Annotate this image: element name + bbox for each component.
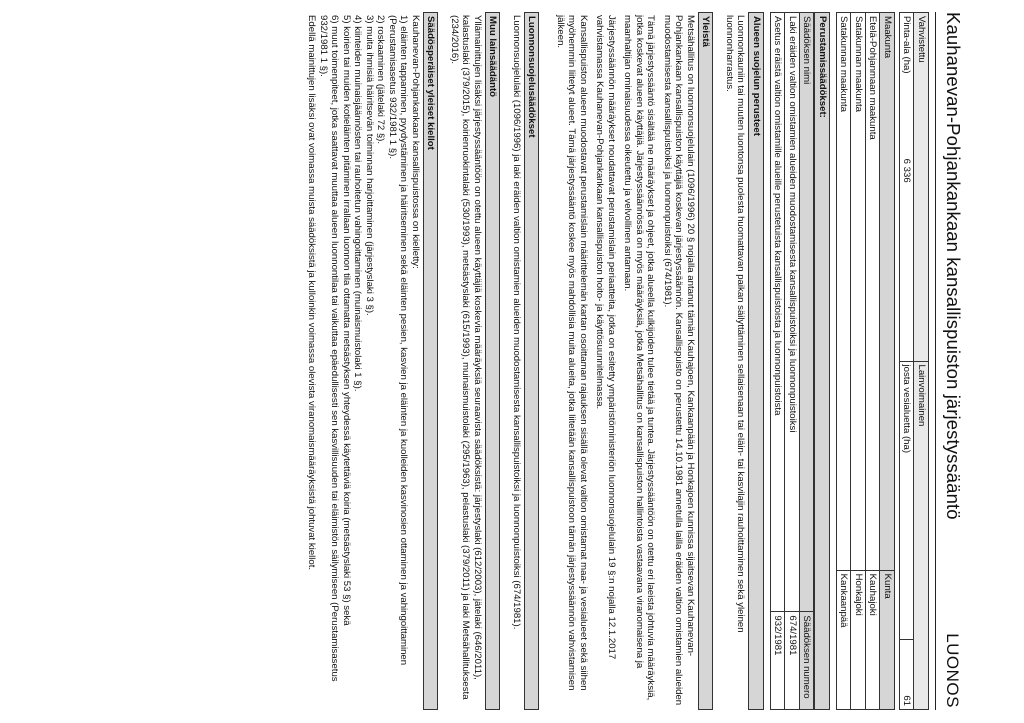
suojelu-section [720, 12, 765, 710]
saados-name-cell: Asetus eräistä valtion omistamille alueille perustetuista kansallispuistoista ja luonnonpuistoista [771, 13, 786, 612]
lainvoimainen-label: Lainvoimainen [914, 361, 929, 710]
title-row [935, 12, 964, 710]
list-item: 3) muita ihmisiä häiritsevän toiminnan harjoittaminen (järjestyslaki 3 §). [364, 15, 375, 316]
document-title: Kauhanevan-Pohjankankaan kansallispuiston järjestyssääntö [943, 12, 964, 520]
maakunta-cell: Satakunnan maakunta [851, 13, 866, 571]
pinta-ala-label: Pinta-ala (ha) [901, 16, 913, 74]
maakunta-cell: Satakunnan maakunta [837, 13, 852, 571]
saadoksen-numero-header: Säädöksen numero [800, 612, 815, 710]
list-item: 5) koirien tai muiden kotieläinten pitäminen irrallaan luonnon tila ottamatta metsästyksen yhteydessä käytettäviä koiria (metsästyslaki 53 §) sekä [341, 15, 352, 626]
list-item: Edellä mainittujen lisäksi ovat voimassa muista säädöksistä ja kulloinkin voimassa olevista viranomaismääräyksistä johtuvat kiellot. [306, 15, 318, 571]
yleista-paragraph: Kansallispuiston alueen muodostavat perustamislain määrittelemän kartan osoittaman rajauksen sisällä olevat valtion omistamat maa- ja vesialueet sekä siihen myöhemmin liitetyt alueet. Tämä järjestyssääntö koskee myös mahdollisia muita alueita, jotka liitetään kansallispuistoon tämän järjestyssäännön vahvistamisen jälkeen. [555, 15, 589, 691]
maakunta-header: Maakunta [880, 13, 895, 571]
pinta-ala-value: 6 336 [901, 158, 913, 183]
yleista-heading: Yleistä [698, 12, 714, 710]
yleista-paragraph: Metsähallitus on luonnonsuojelulain (1096/1996) 20 § nojalla antanut tämän Kauhajoen, Kankaanpään ja Honkajoen kunnissa sijaitsevan Kauhanevan-Pohjankankaan kansallispuiston käyttäjiä koskevan järjestyssäännön. Kansallispuisto on perustettu 14.10.1981 annetulla lailla eräiden valtion omistamien alueiden muodostamisesta kansallispuistoiksi ja luonnonpuistoiksi (674/1981). [662, 15, 696, 706]
saados-name-cell: Laki eräiden valtion omistamien alueiden muodostamisesta kansallispuistoiksi ja luonnonpuistoiksi [785, 13, 800, 612]
saadoksen-nimi-header: Säädöksen nimi [800, 13, 815, 612]
kiellot-heading: Säädösperäiset yleiset kiellot [423, 12, 439, 710]
info-table [899, 12, 929, 710]
table-row [837, 13, 852, 710]
list-item: 2) roskaaminen (jätelaki 72 §). [375, 15, 387, 145]
draft-label: LUONOS [943, 633, 962, 708]
yleista-section [546, 12, 714, 710]
kiellot-list [306, 15, 410, 707]
pinta-ala-cell [900, 13, 915, 362]
saados-number-cell: 932/1981 [771, 612, 786, 710]
maakunta-cell: Etelä-Pohjanmaan maakunta [866, 13, 881, 571]
list-item: 4) kiinteiden muinaisjäännösten tai rauhoitetun vahingoittaminen (muinaismuistolaki 1 §). [352, 15, 364, 392]
vahvistettu-label: Vahvistettu [914, 13, 929, 362]
kunta-cell: Honkajoki [851, 570, 866, 709]
kunta-cell: Kauhajoki [866, 570, 881, 709]
vesialue-label: josta vesialuetta (ha) [900, 361, 915, 640]
vesialue-value: 61 [900, 640, 915, 710]
yleista-paragraph: Tämä järjestyssääntö sisältää ne määräykset ja ohjeet, jotka alueella kulkijoiden tulee tietää ja tuntea. Järjestyssääntöön on otettu eri laeista johtuvia määräyksiä, jotka koskevat alueen käyttäjiä. Järjestyssäännössä on myös määräyksiä, jotka Metsähallitus on kansallispuiston hallintoista vastaavana viranomaisena ja maanhaltijan ominaisuudessa oikeutettu ja velvollinen antamaan. [622, 15, 657, 701]
table-row [866, 13, 881, 710]
list-item: 1) eläinten tappaminen, pyydystäminen ja häiritseminen sekä eläinten pesien, kasvien ja eläinten ja kuolleiden kasvinosien ottaminen ja vahingoittaminen (Perustamisasetus 932/1981 1 §). [387, 15, 410, 666]
luonnonsuojelu-heading: Luonnonsuojelusäädökset [524, 12, 540, 710]
luonnonsuojelu-section [507, 12, 540, 710]
muu-lainsaadanto-heading: Muu lainsäädäntö [485, 12, 501, 710]
kiellot-intro: Kauhanevan-Pohjankankaan kansallispuistossa on kielletty: [410, 15, 421, 269]
perustamis-table [770, 12, 815, 710]
kunta-cell: Kankaanpää [837, 570, 852, 709]
muu-lainsaadanto-text: Yllämainittujen lisäksi järjestyssääntöön on otettu alueen käyttäjiä koskevia määräyksiä seuraavista säädöksistä: järjestyslaki (612/2003), jätelaki (646/2011), kalastuslaki (379/2015), koirienruokintalaki (530/1993), metsästyslaki (615/1993), muinaismuistolaki (295/1963), pelastuslaki (379/2011) ja laki Metsähallituksesta (234/2016). [449, 15, 483, 700]
kiellot-body [302, 12, 423, 710]
yleista-body [546, 12, 699, 710]
suojelu-heading: Alueen suojelun perusteet [749, 12, 765, 710]
perustamis-section [770, 12, 830, 710]
luonnonsuojelu-text: Luonnonsuojelulaki (1096/1996) ja laki eräiden valtion omistamien alueiden muodostamisesta kansallispuistoiksi ja luonnonpuistoiksi (674/1981). [511, 15, 522, 630]
muu-lainsaadanto-section [445, 12, 501, 710]
table-row [785, 13, 800, 710]
table-row [771, 13, 786, 710]
document-sheet [56, 12, 964, 710]
saados-number-cell: 674/1981 [785, 612, 800, 710]
kiellot-section [302, 12, 439, 710]
list-item: 6) muut toimenpiteet, jotka saattavat muuttaa alueen luonnontilaa tai vaikuttaa epäedullisesti sen kasvillisuuden tai eläimistön säilymiseen (Perustamisasetus 932/1981 1 §). [318, 15, 341, 682]
table-row [851, 13, 866, 710]
yleista-paragraph: Järjestyssäännön määräykset noudattavat perustamislain periaatteita, jotka on esitetty ympäristöministeriön luonnonsuojelulain 19 §:n nojalla 12.1.2017 vahvistamassa Kauhanevan-Pohjankankaan kansallispuiston hoito- ja käyttösuunnitelmassa. [594, 15, 617, 660]
perustamis-heading: Perustamissäädökset: [815, 12, 831, 710]
suojelu-text: Luonnonkauniin tai muuten luontonsa puolesta huomattavan paikan säilyttäminen sellaisenaan tai eläin- tai kasvilajin rauhoittaminen sekä yleinen luonnonharrastus. [724, 15, 747, 633]
maakunta-table [836, 12, 895, 710]
kunta-header: Kunta [880, 570, 895, 709]
